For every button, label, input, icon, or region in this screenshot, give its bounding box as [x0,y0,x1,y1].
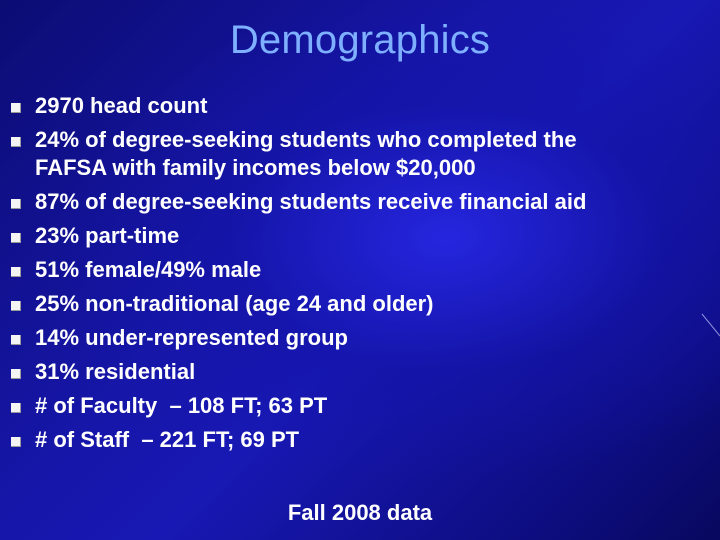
bullet-item [0,290,720,318]
bullet-text: # of Faculty – 108 FT; 63 PT [35,393,328,419]
bullet-text: 87% of degree-seeking students receive financial aid [35,188,587,214]
square-bullet-icon [11,403,21,413]
square-bullet-icon [11,233,21,243]
bullet-item [0,188,720,216]
bullet-text: 31% residential [35,359,196,385]
bullet-text: 25% non-traditional (age 24 and older) [35,290,434,316]
square-bullet-icon [11,335,21,345]
bullet-text: # of Staff – 221 FT; 69 PT [35,427,300,453]
bullet-item [0,392,720,420]
bullet-item [0,222,720,250]
square-bullet-icon [11,199,21,209]
square-bullet-icon [11,137,21,147]
bullet-item [0,358,720,386]
bullet-item [0,426,720,454]
square-bullet-icon [11,437,21,447]
bullet-text: 24% of degree-seeking students who completed the FAFSA with family incomes below $20,000 [35,127,577,180]
slide-title: Demographics [229,18,491,62]
square-bullet-icon [11,267,21,277]
bullet-item [0,126,720,181]
bullet-list [0,92,720,454]
bullet-item [0,256,720,284]
bullet-text: 23% part-time [35,222,180,248]
slide-footnote: Fall 2008 data [287,500,433,525]
bullet-text: 51% female/49% male [35,256,262,282]
bullet-text: 2970 head count [35,93,208,118]
bullet-text: 14% under-represented group [35,325,348,351]
square-bullet-icon [11,103,21,113]
square-bullet-icon [11,301,21,311]
square-bullet-icon [11,369,21,379]
bullet-item [0,92,720,120]
bullet-item [0,324,720,352]
